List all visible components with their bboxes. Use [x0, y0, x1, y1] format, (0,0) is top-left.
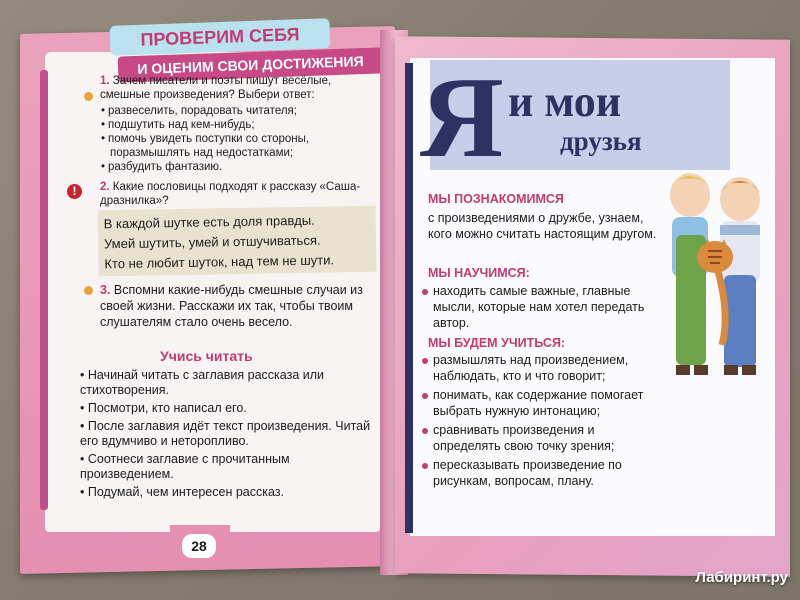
exclamation-icon: ! [67, 184, 82, 199]
reading-tip: • После заглавия идёт текст произведения. Читай его вдумчиво и неторопливо. [80, 419, 371, 448]
chapter-title-word: и мои [508, 77, 622, 126]
proverb: Кто не любит шуток, над тем не шути. [104, 252, 335, 272]
proverb: Умей шутить, умей и отшучиваться. [103, 232, 321, 252]
we-will-study-list [425, 352, 660, 492]
question-3-text: Вспомни какие-нибудь смешные случаи из своей жизни. Расскажи их так, чтобы твоим слушателям стало очень весело. [100, 283, 363, 329]
we-will-meet-heading: МЫ ПОЗНАКОМИМСЯ [428, 192, 564, 206]
right-page-border [405, 63, 413, 533]
question-1-number: 1. [100, 75, 110, 87]
option-item: • помочь увидеть поступки со стороны, поразмышлять над недостатками; [110, 132, 380, 160]
option-item: • развеселить, порадовать читателя; [110, 104, 380, 118]
question-1 [100, 74, 380, 174]
boys-with-cat-illustration [650, 165, 780, 385]
question-2 [100, 180, 380, 208]
list-item: понимать, как содержание помогает выбрать нужную интонацию; [425, 387, 660, 419]
option-item: • разбудить фантазию. [110, 160, 380, 174]
list-item: находить самые важные, главные мысли, которые нам хотел передать автор. [425, 283, 660, 331]
question-1-text: Зачем писатели и поэты пишут весёлые, смешные произведения? Выбери ответ: [100, 75, 332, 101]
option-item: • подшутить над кем-нибудь; [110, 118, 380, 132]
question-2-number: 2. [100, 181, 110, 193]
learn-to-read-heading: Учись читать [160, 348, 253, 364]
list-item: сравнивать произведения и определять свою точку зрения; [425, 422, 660, 454]
question-3-marker-icon [84, 286, 93, 295]
question-1-options [100, 104, 380, 174]
labirint-watermark: Лабиринт.ру [695, 569, 788, 586]
question-1-marker-icon [84, 92, 93, 101]
question-3 [100, 282, 385, 330]
left-page-stripe [40, 70, 48, 510]
reading-tip: • Начинай читать с заглавия рассказа или стихотворения. [80, 368, 325, 397]
we-will-learn-heading: МЫ НАУЧИМСЯ: [428, 266, 530, 280]
page-number: 28 [180, 532, 218, 560]
we-will-meet-text: с произведениями о дружбе, узнаем, кого можно считать настоящим другом. [428, 211, 657, 241]
assess-achievements-heading: И ОЦЕНИМ СВОИ ДОСТИЖЕНИЯ [118, 47, 384, 82]
reading-tip: • Посмотри, кто написал его. [80, 401, 247, 415]
chapter-title-word-2: друзья [560, 126, 642, 156]
proverbs-box [97, 206, 376, 277]
list-item: пересказывать произведение по рисункам, вопросам, плану. [425, 457, 660, 489]
reading-tip: • Подумай, чем интересен рассказ. [80, 485, 284, 499]
list-item: размышлять над произведением, наблюдать, кто и что говорит; [425, 352, 660, 384]
chapter-title-letter: Я [420, 54, 504, 182]
question-2-text: Какие пословицы подходят к рассказу «Саша-дразнилка»? [100, 181, 361, 207]
we-will-study-heading: МЫ БУДЕМ УЧИТЬСЯ: [428, 336, 566, 350]
reading-tips-list [80, 368, 380, 503]
we-will-learn-list [425, 283, 660, 334]
check-yourself-heading: ПРОВЕРИМ СЕБЯ [110, 18, 331, 56]
question-3-number: 3. [100, 283, 111, 297]
proverb: В каждой шутке есть доля правды. [103, 212, 315, 232]
reading-tip: • Соотнеси заглавие с прочитанным произведением. [80, 452, 290, 481]
